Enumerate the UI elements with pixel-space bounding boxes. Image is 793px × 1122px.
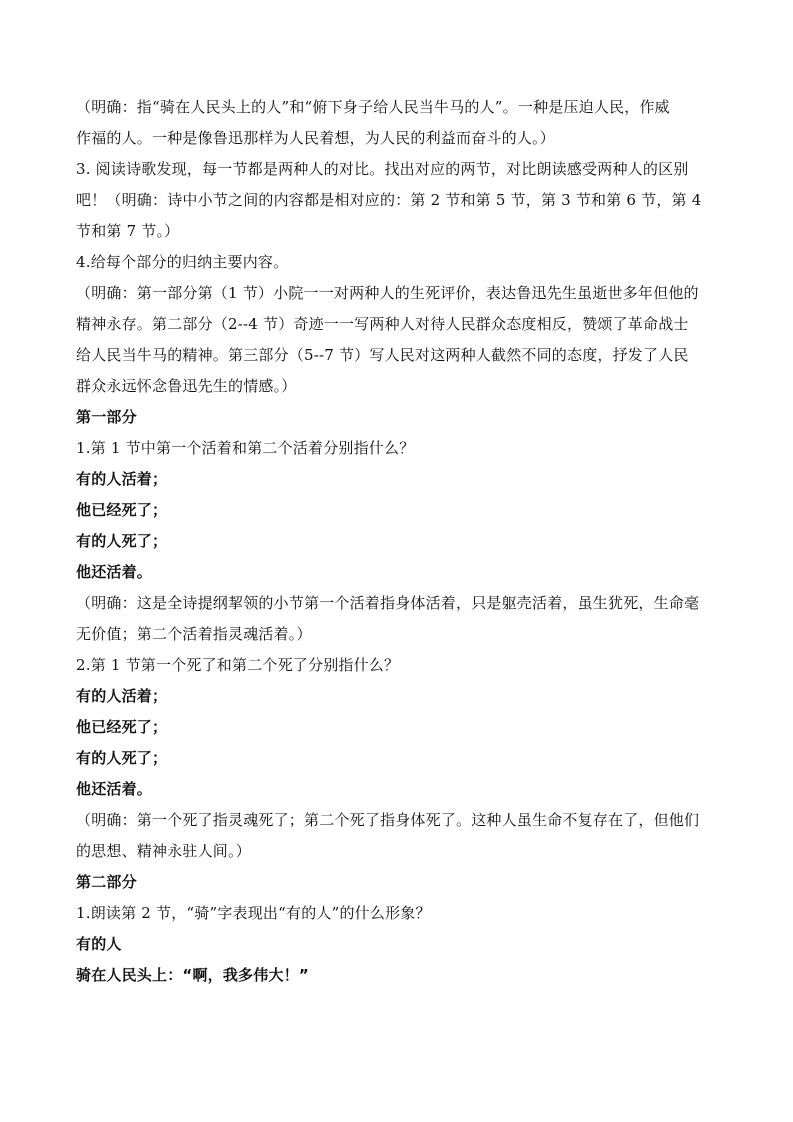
question-line: 3. 阅读诗歌发现，每一节都是两种人的对比。找出对应的两节，对比朗读感受两种人的区别: [76, 160, 689, 178]
section-heading: 第二部分: [76, 873, 137, 891]
paragraph-line: （明确：指“骑在人民头上的人”和“俯下身子给人民当牛马的人”。一种是压迫人民，作威: [76, 98, 670, 116]
poem-line: 有的人死了；: [76, 532, 168, 550]
paragraph-line: 无价值；第二个活着指灵魂活着。）: [76, 625, 312, 643]
question-line: 1.第 1 节中第一个活着和第二个活着分别指什么？: [76, 439, 415, 457]
poem-line: 有的人死了；: [76, 749, 168, 767]
poem-line: 有的人: [76, 935, 122, 953]
poem-line: 他已经死了；: [76, 501, 168, 519]
section-heading: 第一部分: [76, 408, 137, 426]
poem-line: 骑在人民头上：“啊，我多伟大！”: [76, 966, 309, 984]
paragraph-line: 群众永远怀念鲁迅先生的情感。）: [76, 377, 297, 395]
paragraph-line: 精神永存。第二部分（2--4 节）奇迹一一写两种人对待人民群众态度相反，赞颂了革命战士: [76, 315, 689, 333]
question-line: 1.朗读第 2 节，“骑”字表现出“有的人”的什么形象？: [76, 904, 431, 922]
poem-line: 他已经死了；: [76, 718, 168, 736]
poem-line: 有的人活着；: [76, 687, 168, 705]
paragraph-line: 吧！（明确：诗中小节之间的内容都是相对应的：第 2 节和第 5 节，第 3 节和第 6 节，第 4: [76, 191, 702, 209]
poem-line: 他还活着。: [76, 780, 153, 798]
paragraph-line: （明确：第一部分第（1 节）小院一一对两种人的生死评价，表达鲁迅先生虽逝世多年但他的: [76, 284, 699, 302]
question-line: 4.给每个部分的归纳主要内容。: [76, 253, 289, 271]
question-line: 2.第 1 节第一个死了和第二个死了分别指什么？: [76, 656, 400, 674]
poem-line: 他还活着。: [76, 563, 153, 581]
paragraph-line: （明确：第一个死了指灵魂死了；第二个死了指身体死了。这种人虽生命不复存在了，但他们: [76, 811, 700, 829]
paragraph-line: 节和第 7 节。）: [76, 222, 180, 240]
poem-line: 有的人活着；: [76, 470, 168, 488]
paragraph-line: 的思想、精神永驻人间。）: [76, 842, 251, 860]
paragraph-line: 作福的人。一种是像鲁迅那样为人民着想，为人民的利益而奋斗的人。）: [76, 129, 555, 147]
paragraph-line: 给人民当牛马的精神。第三部分（5--7 节）写人民对这两种人截然不同的态度，抒发了人民: [76, 346, 689, 364]
paragraph-line: （明确：这是全诗提纲挈领的小节第一个活着指身体活着，只是躯壳活着，虽生犹死，生命毫: [76, 594, 700, 612]
document-body: [76, 92, 726, 991]
